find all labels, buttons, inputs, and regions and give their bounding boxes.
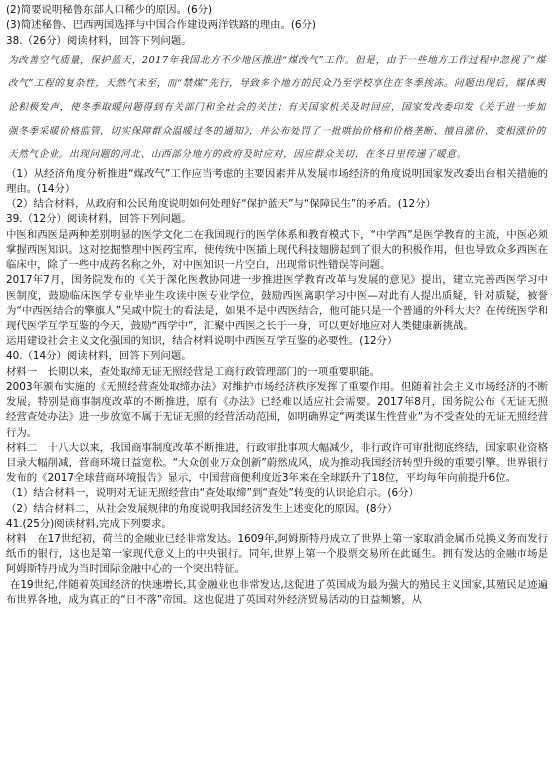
q41-para1: 材料 在17世纪初，荷兰的金融业已经非常发达。1609年,阿姆斯特丹成立了世界上第一家取消金属币兑换义务而发行纸币的银行，这也是第一家现代意义上的中央银行。同年,世界上第一个股票交易所在此诞生。拥有发达的金融市场是阿姆斯特丹成为当时国际金融中心的一个突出特征。 (6, 533, 548, 576)
q37-sub3: (3)简述秘鲁、巴西两国选择与中国合作建设两洋铁路的理由。(6分) (6, 19, 316, 32)
q40-sub1: （1）结合材料一，说明对无证无照经营由“查处取缔”到“查处”转变的认识论启示。(6分） (6, 487, 419, 500)
q40-heading: 40.（14分）阅读材料，回答下列问题。 (6, 350, 192, 363)
q37-sub2: (2)简要说明秘鲁东部人口稀少的原因。(6分) (6, 4, 213, 16)
q39-heading: 39.（12分）阅读材料，回答下列问题。 (6, 213, 192, 226)
q38-sub1: （1）从经济角度分析推进“煤改气”工作应当考虑的主要因素并从发展市场经济的角度说明国家发改委出台相关措施的理由。(14分） (6, 167, 548, 196)
q39-para1: 中医和西医是两种差别明显的医学文化二在我国现行的医学体系和教育模式下，“中学西”是医学教育的主流，中医必须掌握西医知识。这对挖掘整理中医药宝库，使传统中医插上现代科技翅膀起到了很大的积极作用，但也导致众多西医在临床中，除了一些中成药名称之外，对中医知识一片空白，出现常识性错误等问题。 (6, 228, 548, 272)
q39-question: 运用建设社会主义文化强国的知识，结合材料说明中西医互学互鉴的必要性。(12分） (6, 335, 398, 348)
q41-para2: 在19世纪,伴随着英国经济的快速增长,其金融业也非常发达,这促进了英国成为最为强大的殖民主义国家,其殖民足迹遍布世界各地，成为真正的“日不落”帝国。这也促进了英国对外经济贸易活动的日益频繁，从 (6, 578, 548, 606)
q38-material: 为改善空气质量，保护蓝天，2017年我国北方不少地区推进“煤改气”工作。但是，由于一些地方工作过程中忽视了“煤改气”工程的复杂性，天然气未至，而“禁煤”先行，导致多个地方的民众乃至学校享住在冬季挨冻。问题出现后，媒体舆论积极发声，使冬季取暖问题得到有关部门和全社会的关注；有关国家机关及时回应，国家发改委印发《关于进一步加强冬季采暖价格监管，切实保障群众温暖过冬的通知》，并公布处罚了一批哄抬价格和价格垄断、擅自涨价、变相涨价的天然气企业。出现问题的河北、山西部分地方的政府及时应对，因应群众关切，在冬日里传递了暖意。 (8, 54, 546, 161)
q38-sub2: （2）结合材料，从政府和公民角度说明如何处理好“保护蓝天”与“保障民生”的矛盾。(12分） (6, 198, 436, 211)
q40-sub2: （2）结合材料二，从社会发展规律的角度说明我国经济发生上述变化的原因。(8分） (6, 502, 398, 515)
q41-heading: 41.(25分)阅读材料,完成下列要求。 (6, 517, 172, 530)
q40-material2: 材料二 十八大以来，我国商事制度改革不断推进，行政审批事项大幅减少，非行政许可审批彻底终结，国家职业资格目录大幅削减，营商环境日益宽松。“大众创业万众创新”蔚然成风，成为推动我国经济转型升级的重要引擎。世界银行发布的《2017全球营商环境报告》显示，中国营商便利度近3年来在全球跃升了18位，平均每年向前提升6位。 (6, 441, 548, 485)
q38-heading: 38.（26分）阅读材料，回答下列问题。 (6, 34, 192, 47)
q40-para1: 2003年颁布实施的《无照经营查处取缔办法》对维护市场经济秩序发挥了重要作用。但随着社会主义市场经济的不断发展，特别是商事制度改革的不断推进，原有《办法》已经难以适应社会需要。2017年8月，国务院公布《无证无照经营查处办法》进一步放宽不属于无证无照的经营活动范围，如明确界定“两类谋生性营业”为不受查处的无证无照经营行为。 (6, 380, 548, 439)
q40-material1: 材料一 长期以来，查处取缔无证无照经营是工商行政管理部门的一项重要职能。 (6, 365, 381, 378)
q39-para2: 2017年7月，国务院发布的《关于深化医教协同进一步推进医学教育改革与发展的意见》提出，建立完善西医学习中医制度，鼓励临床医学专业毕业生攻读中医专业学位，鼓励西医离职学习中医—对此有人提出质疑，针对质疑，被誉为“中西医结合的擎旗人”吴咸中院士的看法是，如果不是中西医结合，他可能只是一个普通的外科大夫？在传统医学和现代医学互学互鉴的今天，鼓励“西学中”，汇聚中西医之长于一身，可以更好地应对人类健康新挑战。 (6, 274, 548, 332)
